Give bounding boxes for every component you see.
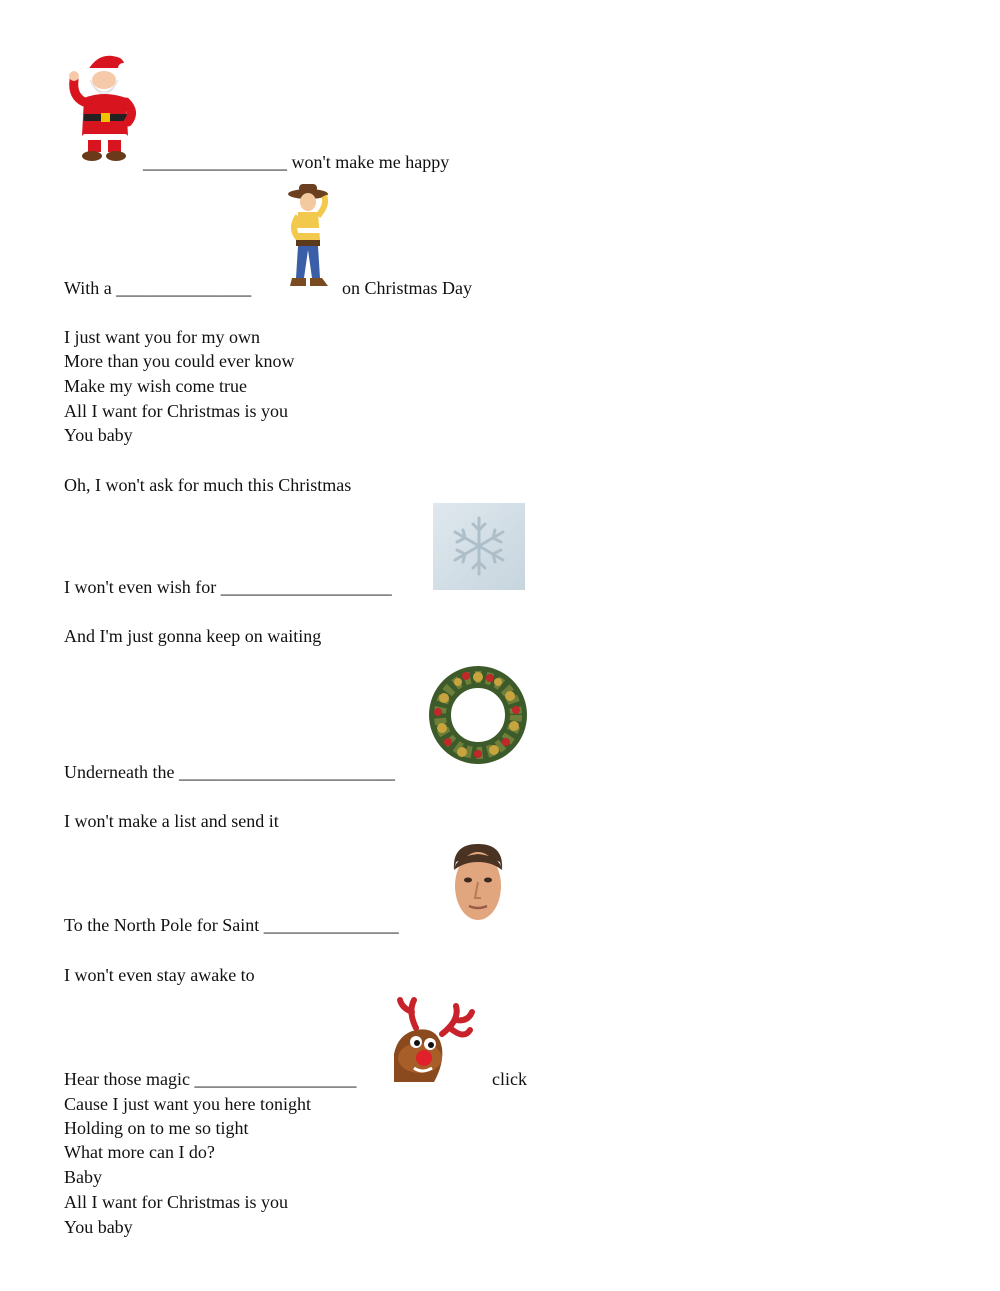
lyric-line-18: What more can I do? <box>64 1142 215 1162</box>
lyric-line-15a: Hear those magic __________________ <box>64 1069 357 1089</box>
lyric-line-10: And I'm just gonna keep on waiting <box>64 626 322 646</box>
lyric-line-2b: on Christmas Day <box>342 278 472 298</box>
lyric-line-16: Cause I just want you here tonight <box>64 1094 311 1114</box>
lyric-line-5: Make my wish come true <box>64 376 247 396</box>
lyric-line-20: All I want for Christmas is you <box>64 1192 288 1212</box>
lyric-line-15b: click <box>492 1069 527 1089</box>
snowflake-icon <box>433 503 525 590</box>
santa-claus-icon <box>66 48 140 164</box>
wreath-icon <box>428 662 528 768</box>
lyric-line-19: Baby <box>64 1167 102 1187</box>
lyric-line-2a: With a _______________ <box>64 278 252 298</box>
lyric-line-9: I won't even wish for ___________________ <box>64 577 392 597</box>
lyric-line-7: You baby <box>64 425 133 445</box>
lyric-line-6: All I want for Christmas is you <box>64 401 288 421</box>
lyric-line-14: I won't even stay awake to <box>64 965 255 985</box>
lyric-line-13: To the North Pole for Saint _______________ <box>64 915 399 935</box>
reindeer-icon <box>394 994 476 1082</box>
face-icon <box>448 840 508 928</box>
lyric-line-11: Underneath the ________________________ <box>64 762 395 782</box>
lyric-line-12: I won't make a list and send it <box>64 811 279 831</box>
cowboy-toy-icon <box>278 182 334 292</box>
lyric-line-17: Holding on to me so tight <box>64 1118 249 1138</box>
lyric-line-8: Oh, I won't ask for much this Christmas <box>64 475 352 495</box>
lyric-line-21: You baby <box>64 1217 133 1237</box>
lyric-line-3: I just want you for my own <box>64 327 260 347</box>
lyric-line-4: More than you could ever know <box>64 351 295 371</box>
lyric-line-1: ________________ won't make me happy <box>143 152 450 172</box>
